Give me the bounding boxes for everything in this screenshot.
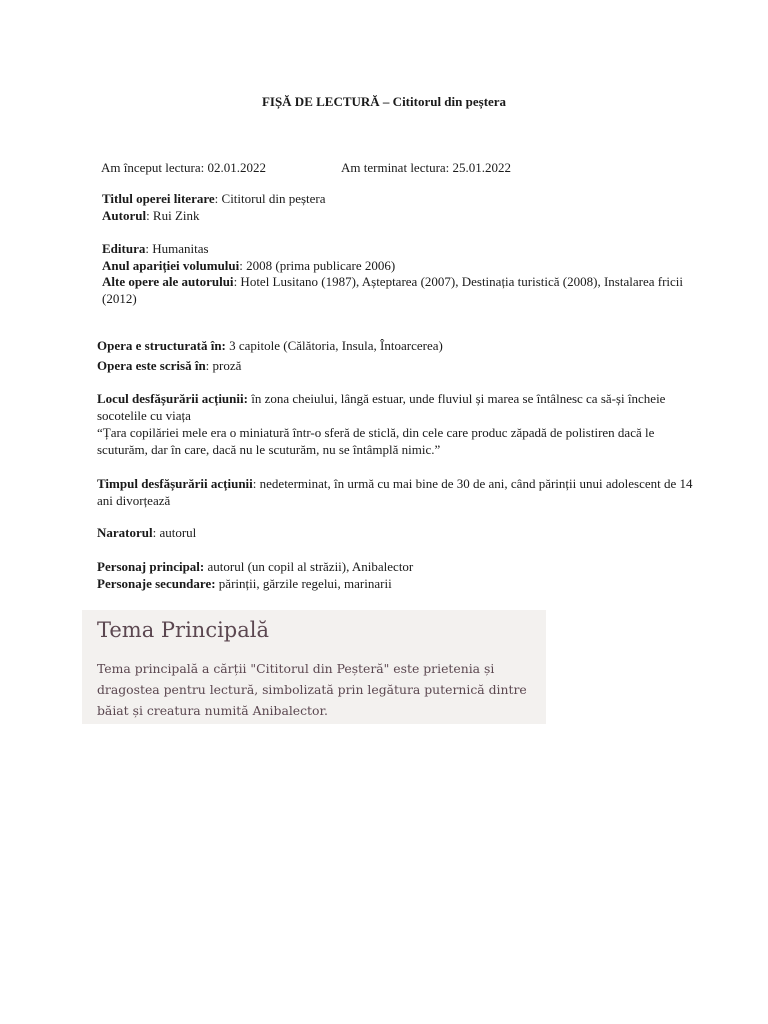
- author-value: : Rui Zink: [146, 207, 200, 223]
- end-date: [341, 159, 511, 176]
- author-line: [102, 208, 722, 225]
- structure-value: 3 capitole (Călătoria, Insula, Întoarcerea): [225, 338, 443, 353]
- place-quote: “Țara copilăriei mele era o miniatură într-o sferă de sticlă, din cele care produc zăpadă de polistiren dacă le scuturăm, dar în care, dacă nu le scuturăm, nu se întâmplă nimic.”: [97, 425, 655, 457]
- narrator-line: [97, 525, 707, 542]
- genre-label: Opera este scrisă în: [97, 358, 206, 373]
- publisher-value: : Humanitas: [145, 241, 209, 256]
- year-label: Anul apariției volumului: [102, 257, 240, 273]
- secondary-characters-label: Personaje secundare:: [97, 576, 216, 591]
- other-works-line: [102, 274, 702, 307]
- end-date-label: Am terminat lectura:: [341, 160, 453, 175]
- work-title-value: : Cititorul din peștera: [214, 191, 326, 206]
- time-line: [97, 475, 707, 509]
- author-label: Autorul: [102, 207, 147, 223]
- title-author-section: [102, 191, 722, 224]
- place-line: [97, 390, 707, 424]
- narrator-label: Naratorul: [97, 525, 153, 540]
- place-section: [97, 390, 707, 458]
- place-value: în zona cheiului, lângă estuar, unde fluviul și marea se întâlnesc ca să-și încheie socotelile cu viața: [97, 391, 666, 423]
- page-title: FIȘĂ DE LECTURĂ – Cititorul din peștera: [261, 94, 507, 109]
- narrator-value: : autorul: [152, 525, 197, 540]
- work-title-line: [102, 191, 722, 208]
- end-date-value: 25.01.2022: [452, 160, 512, 175]
- time-value: : nedeterminat, în urmă cu mai bine de 30 de ani, când părinții unui adolescent de 14 ani divorțează: [97, 476, 693, 508]
- theme-text: Tema principală a cărții "Cititorul din Peșteră" este prietenia și dragostea pentru lectură, simbolizată prin legătura puternică dintre băiat și creatura numită Anibalector.: [97, 661, 527, 718]
- narrator-section: [97, 525, 707, 542]
- main-character-value: autorul (un copil al străzii), Anibalector: [204, 559, 414, 574]
- place-label: Locul desfășurării acțiunii:: [97, 391, 248, 406]
- start-date-label: Am început lectura:: [101, 160, 208, 175]
- characters-section: [97, 558, 707, 592]
- start-date-value: 02.01.2022: [207, 160, 266, 175]
- main-character-label: Personaj principal:: [97, 559, 205, 574]
- structure-section: [97, 336, 717, 376]
- time-label: Timpul desfășurării acțiunii: [97, 476, 253, 491]
- publisher-line: [102, 241, 702, 258]
- other-works-label: Alte opere ale autorului: [102, 274, 234, 289]
- structure-label: Opera e structurată în:: [97, 338, 226, 353]
- theme-title: Tema Principală: [97, 618, 269, 642]
- work-title-label: Titlul operei literare: [102, 191, 215, 206]
- secondary-characters-line: [97, 575, 707, 592]
- other-works-value: : Hotel Lusitano (1987), Așteptarea (2007), Destinația turistică (2008), Instalarea fricii (2012): [102, 274, 684, 306]
- genre-value: : proză: [205, 358, 242, 373]
- publisher-label: Editura: [102, 241, 146, 256]
- year-value: : 2008 (prima publicare 2006): [239, 257, 396, 273]
- publication-section: [102, 241, 702, 307]
- structure-line: [97, 336, 717, 356]
- start-date: [101, 159, 266, 176]
- theme-box: [82, 610, 546, 724]
- main-character-line: [97, 558, 707, 575]
- year-line: [102, 258, 702, 275]
- secondary-characters-value: părinții, gărzile regelui, marinarii: [215, 576, 392, 591]
- genre-line: [97, 356, 717, 376]
- time-section: [97, 475, 707, 509]
